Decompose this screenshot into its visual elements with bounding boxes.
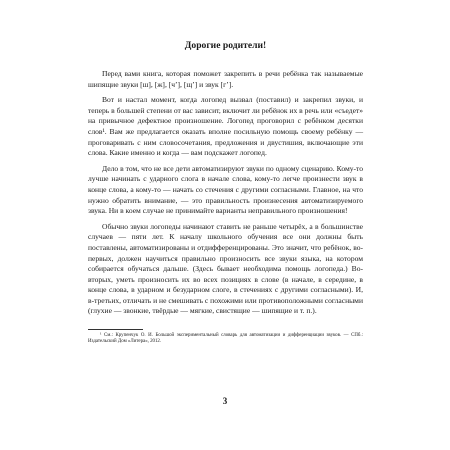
paragraph-1: Перед вами книга, которая поможет закрепить в речи ребёнка так называемые шипящие звуки [ш], [ж], [ч’], [щ’] и звук [г’]. — [88, 69, 363, 89]
page-title: Дорогие родители! — [184, 40, 267, 51]
paragraph-2: Вот и настал момент, когда логопед вызвал (поставил) и закрепил звуки, и теперь в большей степени от вас зависит, включит ли ребёнок их в речь или «съедет» на привычное дефектное произношение. Логопед проговорил с ребёнком десятки слов¹. Вам же предлагается оказать вполне посильную помощь своему ребёнку — проговаривать с ним словосочетания, предложения и двустишия, включающие эти слова. Какие именно и когда — вам подскажет логопед. — [88, 95, 363, 158]
paragraph-3: Дело в том, что не все дети автоматизируют звуки по одному сценарию. Кому-то лучше начинать с ударного слога в начале слова, кому-то легче произнести звук в конце слова, а кому-то — начать со стечения с другими согласными. Главное, на что нужно обратить внимание, — это правильность произнесения автоматизируемого звука. Ни в коем случае не принимайте варианты неправильного произношения! — [88, 163, 363, 216]
footnote: ¹ См.: Крупенчук О. И. Большой экспериментальный словарь для автоматизации и дифференциации звуков. — СПб.: Издательский Дом «Литера», 2012. — [88, 333, 363, 345]
paragraph-4: Обычно звуки логопеды начинают ставить не раньше четырёх, а в большинстве случаев — пяти лет. К началу школьного обучения все они должны быть поставлены, автоматизированы и отдифференцированы. Это значит, что ребёнок, во-первых, должен научиться правильно произносить все звуки языка, на котором собирается обучаться дальше. (Здесь бывает необходима помощь логопеда.) Во-вторых, уметь произносить их во всех позициях в слове (в начале, в середине, в конце слова, в ударном и безударном слоге, в стечениях с другими согласными). И, в-третьих, отличать и не смешивать с похожими или противоположными согласными (глухие — звонкие, твёрдые — мягкие, свистящие — шипящие и т. п.). — [88, 221, 363, 316]
page-number: 3 — [222, 396, 228, 406]
book-page — [88, 40, 363, 346]
footnote-divider — [88, 329, 143, 330]
